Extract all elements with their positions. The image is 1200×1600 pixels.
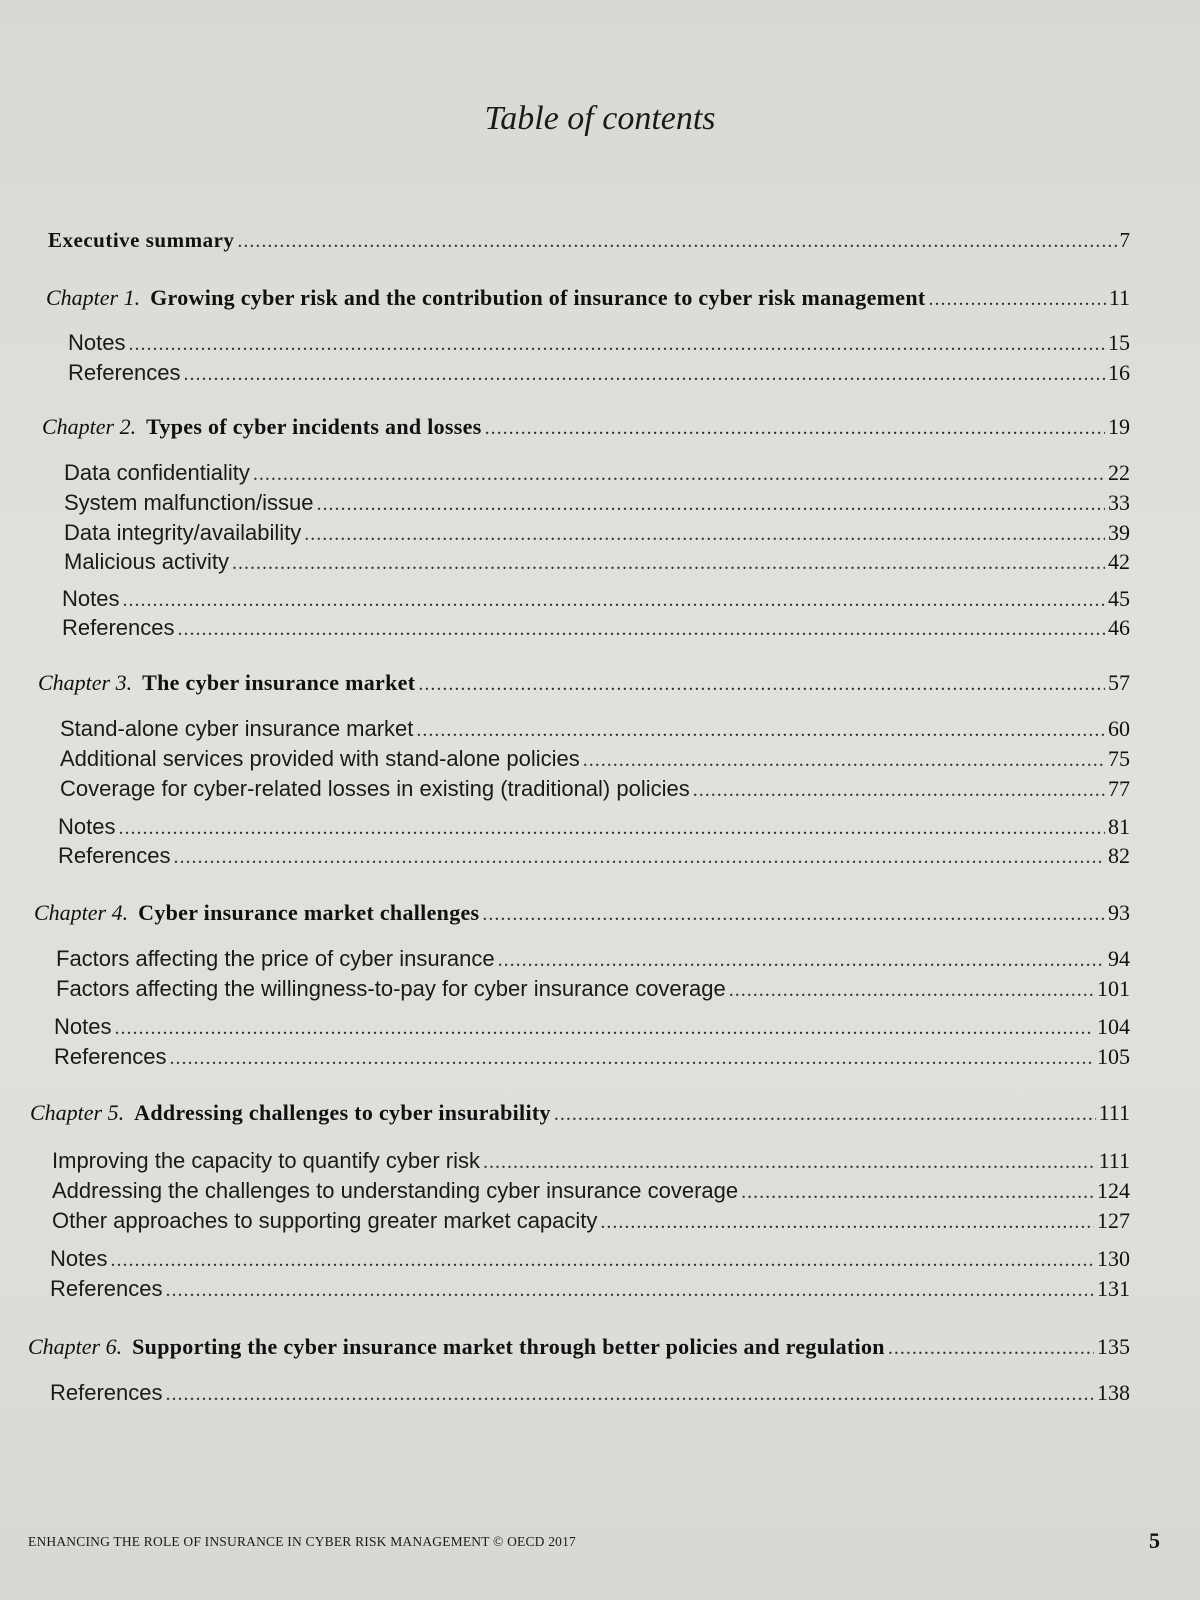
dot-leader [170,1047,1094,1070]
entry-title: References [50,1276,163,1301]
chapter-label: Chapter 2. [42,414,137,439]
chapter-title: Growing cyber risk and the contribution of insurance to cyber risk management [150,285,926,310]
entry-page: 111 [1098,1100,1130,1125]
chapter-title: Types of cyber incidents and losses [146,414,482,439]
entry-page: 101 [1097,976,1130,1001]
dot-leader [118,817,1105,840]
entry-title: Factors affecting the price of cyber insurance [56,946,495,971]
dot-leader [166,1279,1094,1302]
page-number: 5 [1149,1528,1160,1553]
toc-entry-ch5-notes[interactable] [50,1246,1130,1272]
toc-entry-chapter-1[interactable] [46,285,1130,311]
dot-leader [929,288,1106,311]
toc-entry-chapter-3[interactable] [38,670,1130,696]
dot-leader [122,589,1105,612]
chapter-title: The cyber insurance market [142,670,416,695]
entry-title: References [50,1380,163,1405]
chapter-label: Chapter 6. [28,1334,123,1359]
toc-entry-chapter-5[interactable] [30,1100,1130,1126]
entry-title: Executive summary [48,228,235,252]
entry-title: Notes [62,586,120,611]
toc-entry-system-malfunction[interactable] [64,490,1130,516]
dot-leader [600,1211,1094,1234]
entry-page: 94 [1108,946,1130,971]
dot-leader [237,230,1116,253]
dot-leader [693,779,1105,802]
entry-page: 39 [1108,520,1130,545]
chapter-title: Addressing challenges to cyber insurability [134,1100,551,1125]
toc-entry-ch3-notes[interactable] [58,814,1130,840]
chapter-label: Chapter 4. [34,900,129,925]
entry-title: Notes [68,330,126,355]
entry-page: 135 [1097,1334,1130,1359]
entry-title: References [54,1044,167,1069]
entry-page: 77 [1108,776,1130,801]
entry-title: Addressing the challenges to understanding cyber insurance coverage [52,1178,739,1203]
dot-leader [554,1103,1096,1126]
toc-entry-ch6-references[interactable] [50,1380,1130,1406]
entry-title: Coverage for cyber-related losses in existing (traditional) policies [60,776,690,801]
dot-leader [110,1249,1094,1272]
entry-page: 130 [1097,1246,1130,1271]
dot-leader [128,333,1105,356]
entry-title: Stand-alone cyber insurance market [60,716,414,741]
chapter-title: Supporting the cyber insurance market through better policies and regulation [132,1334,885,1359]
toc-entry-additional-services[interactable] [60,746,1130,772]
entry-page: 104 [1097,1014,1130,1039]
entry-page: 45 [1108,586,1130,611]
entry-title: Improving the capacity to quantify cyber risk [52,1148,480,1173]
toc-entry-ch4-notes[interactable] [54,1014,1130,1040]
dot-leader [483,1151,1096,1174]
toc-entry-ch2-notes[interactable] [62,586,1130,612]
toc-entry-malicious-activity[interactable] [64,549,1130,575]
entry-title: System malfunction/issue [64,490,314,515]
chapter-label: Chapter 5. [30,1100,125,1125]
entry-page: 46 [1108,615,1130,640]
entry-title: Notes [50,1246,108,1271]
dot-leader [583,749,1105,772]
toc-entry-coverage-traditional[interactable] [60,776,1130,802]
entry-page: 111 [1098,1148,1130,1173]
entry-title: Malicious activity [64,549,230,574]
entry-title: Factors affecting the willingness-to-pay for cyber insurance coverage [56,976,726,1001]
dot-leader [729,979,1094,1002]
entry-page: 82 [1108,843,1130,868]
chapter-title: Cyber insurance market challenges [138,900,480,925]
entry-page: 33 [1108,490,1130,515]
entry-page: 7 [1119,228,1130,252]
entry-page: 11 [1108,285,1130,310]
entry-title: Notes [54,1014,112,1039]
chapter-label: Chapter 1. [46,285,141,310]
toc-entry-data-integrity[interactable] [64,520,1130,546]
entry-title: References [62,615,175,640]
entry-page: 131 [1097,1276,1130,1301]
entry-title: Additional services provided with stand-alone policies [60,746,580,771]
dot-leader [416,719,1105,742]
dot-leader [741,1181,1094,1204]
entry-page: 22 [1108,460,1130,485]
toc-entry-stand-alone-market[interactable] [60,716,1130,742]
toc-entry-ch3-references[interactable] [58,843,1130,869]
toc-entry-chapter-4[interactable] [34,900,1130,926]
page-title: Table of contents [484,100,716,137]
toc-entry-ch1-references[interactable] [68,360,1130,386]
toc-entry-other-approaches[interactable] [52,1208,1130,1234]
dot-leader [174,846,1105,869]
toc-entry-addressing-coverage[interactable] [52,1178,1130,1204]
dot-leader [888,1337,1094,1360]
entry-page: 124 [1097,1178,1130,1203]
dot-leader [178,618,1105,641]
entry-title: Notes [58,814,116,839]
dot-leader [166,1383,1094,1406]
entry-page: 16 [1108,360,1130,385]
entry-page: 127 [1097,1208,1130,1233]
entry-page: 19 [1108,414,1130,439]
entry-title: Data integrity/availability [64,520,302,545]
entry-page: 138 [1097,1380,1130,1405]
entry-page: 57 [1108,670,1130,695]
dot-leader [316,493,1105,516]
toc-entry-factors-willingness[interactable] [56,976,1130,1002]
dot-leader [114,1017,1094,1040]
entry-page: 105 [1097,1044,1130,1069]
toc-entry-ch5-references[interactable] [50,1276,1130,1302]
dot-leader [498,949,1105,972]
entry-title: Data confidentiality [64,460,250,485]
toc-entry-ch4-references[interactable] [54,1044,1130,1070]
entry-page: 15 [1108,330,1130,355]
entry-title: References [58,843,171,868]
toc-entry-ch1-notes[interactable] [68,330,1130,356]
dot-leader [485,417,1105,440]
entry-title: References [68,360,181,385]
chapter-label: Chapter 3. [38,670,133,695]
entry-title: Other approaches to supporting greater market capacity [52,1208,598,1233]
entry-page: 75 [1108,746,1130,771]
entry-page: 42 [1108,549,1130,574]
dot-leader [232,552,1105,575]
entry-page: 81 [1108,814,1130,839]
dot-leader [418,673,1105,696]
dot-leader [482,903,1105,926]
dot-leader [184,363,1105,386]
toc-entry-chapter-6[interactable] [28,1334,1130,1360]
toc-entry-chapter-2[interactable] [42,414,1130,440]
toc-entry-factors-price[interactable] [56,946,1130,972]
toc-entry-improving-capacity[interactable] [52,1148,1130,1174]
toc-entry-data-confidentiality[interactable] [64,460,1130,486]
dot-leader [304,523,1105,546]
entry-page: 60 [1108,716,1130,741]
dot-leader [253,463,1105,486]
footer-text: ENHANCING THE ROLE OF INSURANCE IN CYBER RISK MANAGEMENT © OECD 2017 [28,1534,576,1549]
entry-page: 93 [1108,900,1130,925]
toc-entry-executive-summary[interactable] [48,228,1130,253]
toc-entry-ch2-references[interactable] [62,615,1130,641]
